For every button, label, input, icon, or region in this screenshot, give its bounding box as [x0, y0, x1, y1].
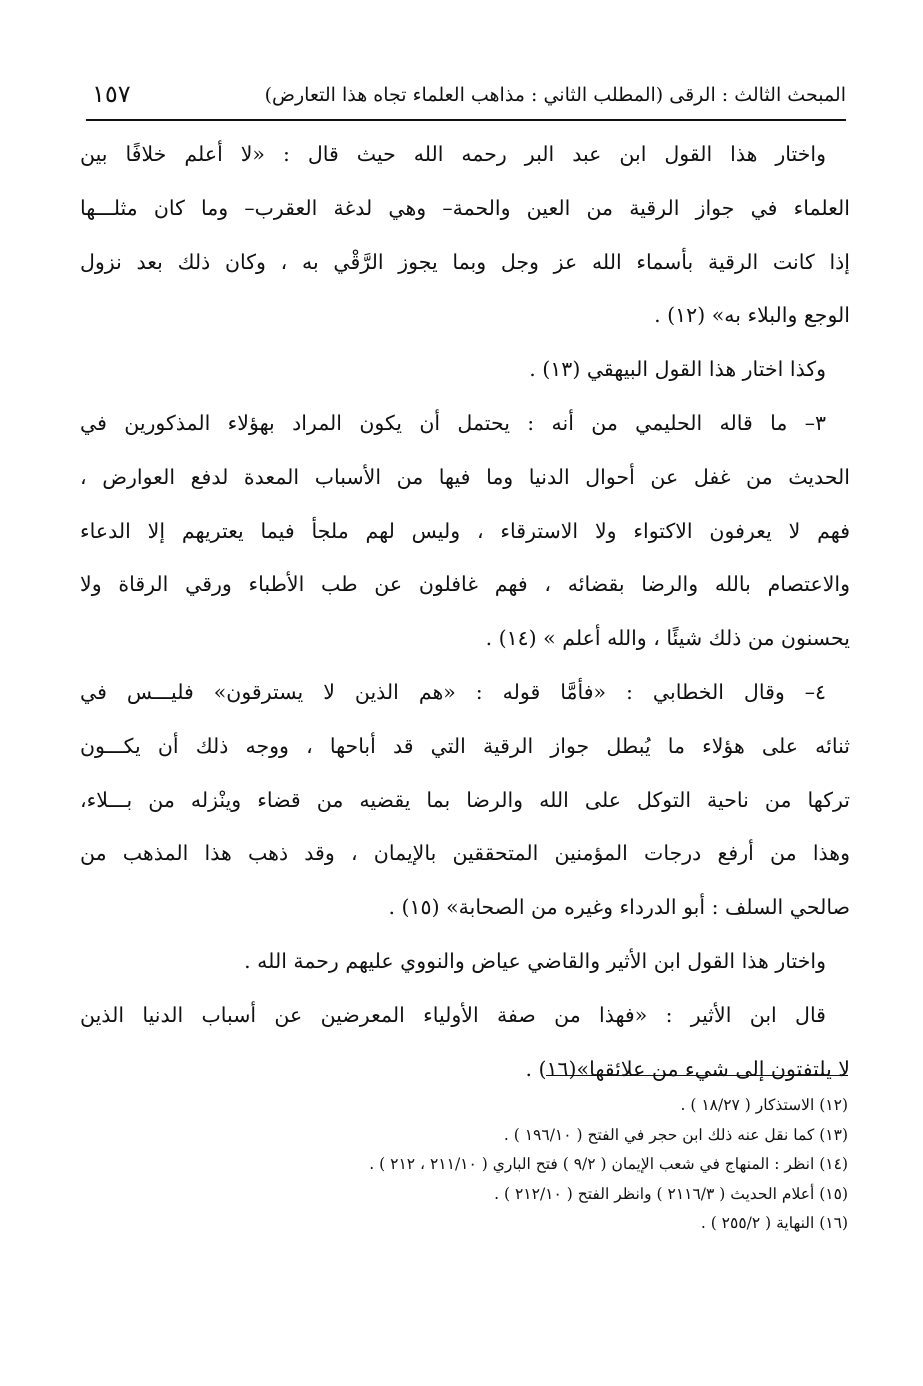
text-line: الحديث من غفل عن أحوال الدنيا وما فيها من الأسباب المعدة لدفع العوارض ، — [80, 464, 850, 489]
text-line: والاعتصام بالله والرضا بقضائه ، فهم غافلون عن طب الأطباء ورقي الرقاة ولا — [80, 572, 850, 597]
text-line: واختار هذا القول ابن الأثير والقاضي عياض والنووي عليهم رحمة الله . — [244, 948, 826, 973]
text-line: واختار هذا القول ابن عبد البر رحمه الله حيث قال : «لا أعلم خلافًا بين — [80, 142, 826, 166]
text-line: تركها من ناحية التوكل على الله والرضا بما يقضيه من قضاء وينْزله من بـــلاء، — [80, 787, 850, 812]
text-line: قال ابن الأثير : «فهذا من صفة الأولياء المعرضين عن أسباب الدنيا الذين — [80, 1002, 826, 1027]
header-title: المبحث الثالث : الرقى (المطلب الثاني : مذاهب العلماء تجاه هذا التعارض) — [264, 84, 846, 106]
footnote: (١٥) أعلام الحديث ( ٢١١٦/٣ ) وانظر الفتح ( ٢١٢/١٠ ) . — [494, 1184, 848, 1203]
text-line: إذا كانت الرقية بأسماء الله عز وجل وبما يجوز الرَّقْي به ، وكان ذلك بعد نزول — [80, 249, 850, 274]
footnote: (١٣) كما نقل عنه ذلك ابن حجر في الفتح ( ١٩٦/١٠ ) . — [503, 1125, 848, 1144]
footnote: (١٦) النهاية ( ٢٥٥/٢ ) . — [700, 1214, 848, 1232]
text-line: العلماء في جواز الرقية من العين والحمة– وهي لدغة العقرب– وما كان مثلـــها — [80, 195, 850, 220]
text-line: الوجع والبلاء به» (١٢) . — [654, 303, 850, 328]
footnotes — [80, 1091, 848, 1239]
text-line: صالحي السلف : أبو الدرداء وغيره من الصحابة» (١٥) . — [388, 895, 850, 920]
text-line: ٤– وقال الخطابي : «فأمَّا قوله : «هم الذين لا يسترقون» فليـــس في — [80, 679, 826, 704]
text-line: ٣– ما قاله الحليمي من أنه : يحتمل أن يكون المراد بهؤلاء المذكورين في — [80, 410, 826, 435]
footnote-divider — [546, 1075, 848, 1076]
page-number: ١٥٧ — [92, 80, 131, 108]
footnote: (١٤) انظر : المنهاج في شعب الإيمان ( ٩/٢ ) فتح الباري ( ٢١١/١٠ ، ٢١٢ ) . — [369, 1155, 848, 1173]
text-line: وكذا اختار هذا القول البيهقي (١٣) . — [529, 357, 826, 382]
text-line: ثنائه على هؤلاء ما يُبطل جواز الرقية التي قد أباحها ، ووجه ذلك أن يكـــون — [80, 733, 850, 758]
footnote: (١٢) الاستذكار ( ١٨/٢٧ ) . — [680, 1096, 848, 1114]
text-line: وهذا من أرفع درجات المؤمنين المتحققين بالإيمان ، وقد ذهب هذا المذهب من — [80, 841, 850, 866]
header-divider — [86, 119, 846, 121]
text-line: لا يلتفتون إلى شيء من علائقها»(١٦) . — [525, 1056, 850, 1081]
text-line: فهم لا يعرفون الاكتواء ولا الاسترقاء ، وليس لهم ملجأ فيما يعتريهم إلا الدعاء — [80, 518, 850, 543]
text-line: يحسنون من ذلك شيئًا ، والله أعلم » (١٤) . — [485, 626, 850, 651]
running-header — [86, 76, 846, 116]
main-text — [80, 128, 850, 1096]
